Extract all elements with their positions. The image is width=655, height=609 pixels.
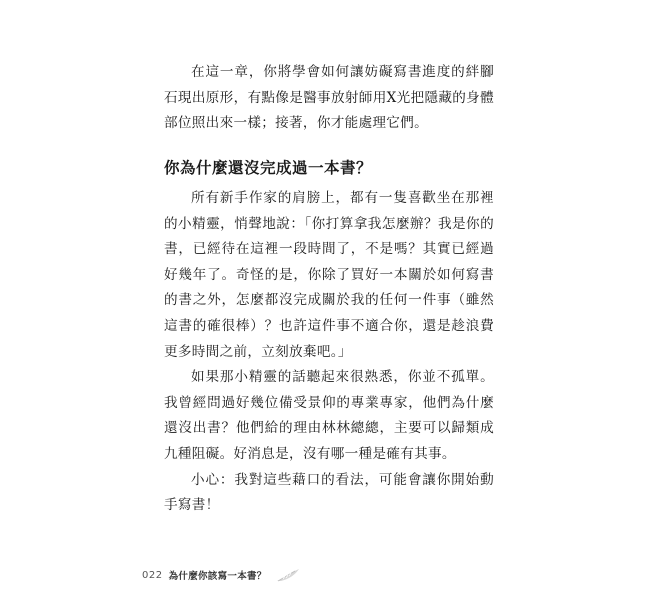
intro-paragraph: 在這一章，你將學會如何讓妨礙寫書進度的絆腳石現出原形，有點像是醫事放射師用X光把隱藏的身體部位照出來一樣；接著，你才能處理它們。 — [164, 64, 494, 132]
feather-icon — [275, 567, 301, 583]
section-heading: 你為什麼還沒完成過一本書？ — [164, 159, 373, 177]
running-title: 為什麼你該寫一本書？ — [168, 571, 267, 582]
intro-block — [164, 60, 494, 137]
page-number: 022 — [142, 569, 163, 581]
page-footer — [142, 567, 301, 583]
body-paragraph-3: 小心：我對這些藉口的看法，可能會讓你開始動手寫書！ — [164, 471, 494, 514]
section-body — [164, 186, 494, 519]
body-paragraph-1: 所有新手作家的肩膀上，都有一隻喜歡坐在那裡的小精靈，悄聲地說：「你打算拿我怎麼辦？我是你的書，已經待在這裡一段時間了，不是嗎？其實已經過好幾年了。奇怪的是，你除了買好一本關於如何寫書的書之外，怎麼都沒完成關於我的任何一件事（雖然這書的確很棒）？也許這件事不適合你，還是趁浪費更多時間之前，立刻放棄吧。」 — [164, 190, 494, 360]
body-paragraph-2: 如果那小精靈的話聽起來很熟悉，你並不孤單。我曾經問過好幾位備受景仰的專業專家，他們為什麼還沒出書？他們給的理由林林總總，主要可以歸類成九種阻礙。好消息是，沒有哪一種是確有其事。 — [164, 369, 494, 462]
